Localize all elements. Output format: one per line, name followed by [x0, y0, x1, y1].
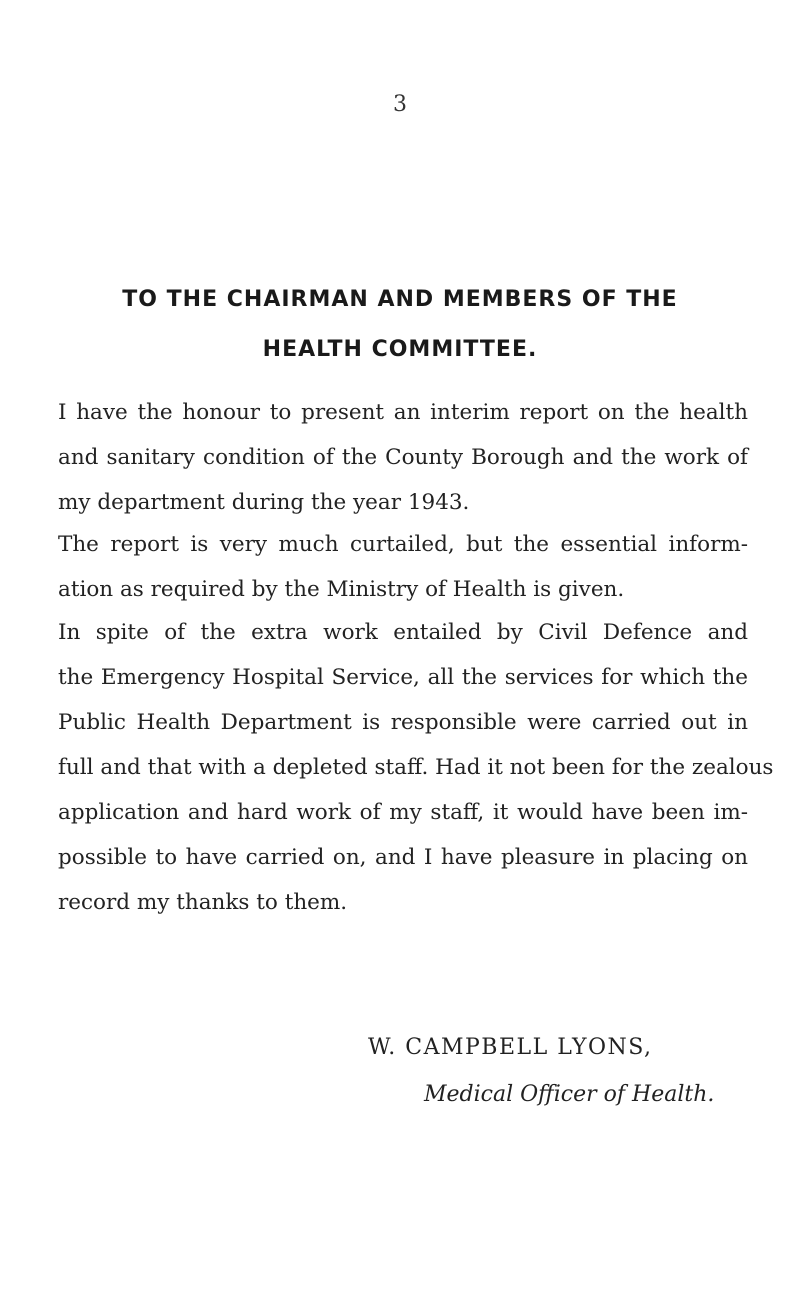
paragraph-line: The report is very much curtailed, but the essential inform- — [58, 532, 748, 557]
paragraph-line: full and that with a depleted staff. Had it not been for the zealous — [58, 755, 774, 780]
signature-name: W. CAMPBELL LYONS, — [368, 1035, 653, 1060]
paragraph-line: the Emergency Hospital Service, all the services for which the — [58, 665, 748, 690]
page-number: 3 — [393, 92, 407, 117]
paragraph-line: Public Health Department is responsible were carried out in — [58, 710, 748, 735]
paragraph-1 — [58, 390, 748, 525]
signature-title: Medical Officer of Health. — [424, 1082, 715, 1107]
heading-line-1: TO THE CHAIRMAN AND MEMBERS OF THE — [122, 287, 678, 312]
paragraph-line: application and hard work of my staff, it would have been im- — [58, 800, 748, 825]
paragraph-line: I have the honour to present an interim report on the health — [58, 400, 748, 425]
paragraph-3 — [58, 610, 774, 925]
paragraph-line: possible to have carried on, and I have pleasure in placing on — [58, 845, 748, 870]
heading-line-2: HEALTH COMMITTEE. — [262, 337, 538, 362]
paragraph-line: ation as required by the Ministry of Health is given. — [58, 577, 625, 602]
paragraph-line: record my thanks to them. — [58, 890, 348, 915]
paragraph-line: and sanitary condition of the County Borough and the work of — [58, 445, 748, 470]
paragraph-2 — [58, 522, 748, 612]
paragraph-line: In spite of the extra work entailed by Civil Defence and — [58, 620, 748, 645]
paragraph-line: my department during the year 1943. — [58, 490, 470, 515]
